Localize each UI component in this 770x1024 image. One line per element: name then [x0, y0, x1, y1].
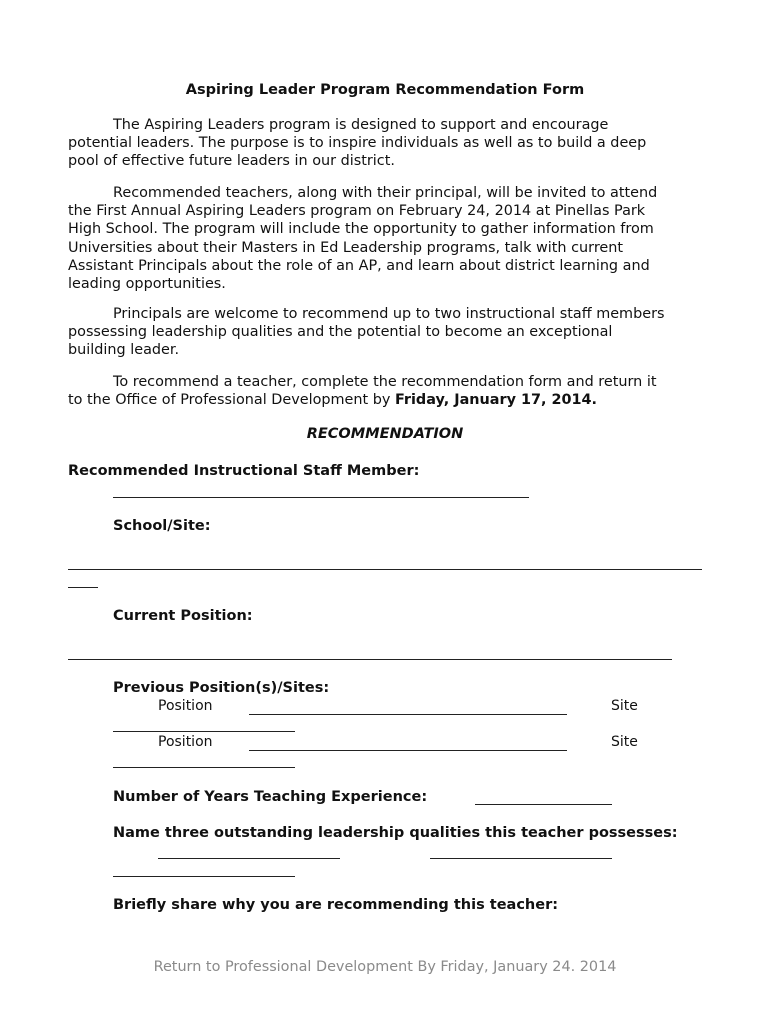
school-site-label: School/Site: [113, 518, 211, 534]
years-experience-field[interactable] [475, 804, 612, 805]
paragraph-line: pool of effective future leaders in our district. [68, 153, 395, 170]
paragraph-line [68, 391, 708, 409]
paragraph-line: the First Annual Aspiring Leaders program on February 24, 2014 at Pinellas Park [68, 203, 646, 220]
paragraph-line-text: to the Office of Professional Development by [68, 392, 395, 409]
why-recommend-label: Briefly share why you are recommending this teacher: [113, 897, 559, 913]
paragraph-line: possessing leadership qualities and the potential to become an exceptional [68, 324, 613, 341]
position-label: Position [158, 734, 213, 750]
leadership-quality-field[interactable] [430, 858, 612, 859]
previous-positions-label: Previous Position(s)/Sites: [113, 680, 330, 696]
years-experience-label: Number of Years Teaching Experience: [113, 789, 428, 805]
site-label: Site [611, 734, 638, 750]
paragraph-line: building leader. [68, 342, 180, 359]
paragraph-line: High School. The program will include the opportunity to gather information from [68, 221, 654, 238]
current-position-label: Current Position: [113, 608, 253, 624]
paragraph-line: The Aspiring Leaders program is designed to support and encourage [113, 117, 609, 133]
principals-paragraph [68, 305, 708, 360]
form-title: Aspiring Leader Program Recommendation Form [185, 82, 585, 98]
paragraph-line: Principals are welcome to recommend up to two instructional staff members [113, 306, 665, 322]
instructions-paragraph [68, 373, 708, 409]
school-site-field[interactable] [68, 569, 702, 570]
position-field[interactable] [249, 750, 567, 751]
intro-paragraph [68, 116, 708, 171]
page-footer: Return to Professional Development By Friday, January 24. 2014 [153, 959, 617, 975]
section-heading: RECOMMENDATION [306, 426, 464, 442]
staff-member-label: Recommended Instructional Staff Member: [68, 463, 420, 479]
school-site-field-continuation[interactable] [68, 587, 98, 588]
paragraph-line: potential leaders. The purpose is to inspire individuals as well as to build a deep [68, 135, 647, 152]
leadership-quality-field[interactable] [113, 876, 295, 877]
paragraph-line: leading opportunities. [68, 276, 226, 293]
current-position-field[interactable] [68, 659, 672, 660]
site-field[interactable] [113, 731, 295, 732]
program-paragraph [68, 184, 708, 293]
paragraph-line: Recommended teachers, along with their principal, will be invited to attend [113, 185, 658, 201]
leadership-qualities-label: Name three outstanding leadership qualities this teacher possesses: [113, 825, 678, 841]
position-label: Position [158, 698, 213, 714]
leadership-quality-field[interactable] [158, 858, 340, 859]
paragraph-line: Universities about their Masters in Ed Leadership programs, talk with current [68, 239, 624, 256]
paragraph-line: Assistant Principals about the role of an AP, and learn about district learning and [68, 257, 650, 274]
site-field[interactable] [113, 767, 295, 768]
deadline-date: Friday, January 17, 2014. [394, 392, 598, 409]
staff-member-field[interactable] [113, 497, 529, 498]
position-field[interactable] [249, 714, 567, 715]
site-label: Site [611, 698, 638, 714]
paragraph-line: To recommend a teacher, complete the recommendation form and return it [113, 374, 657, 390]
